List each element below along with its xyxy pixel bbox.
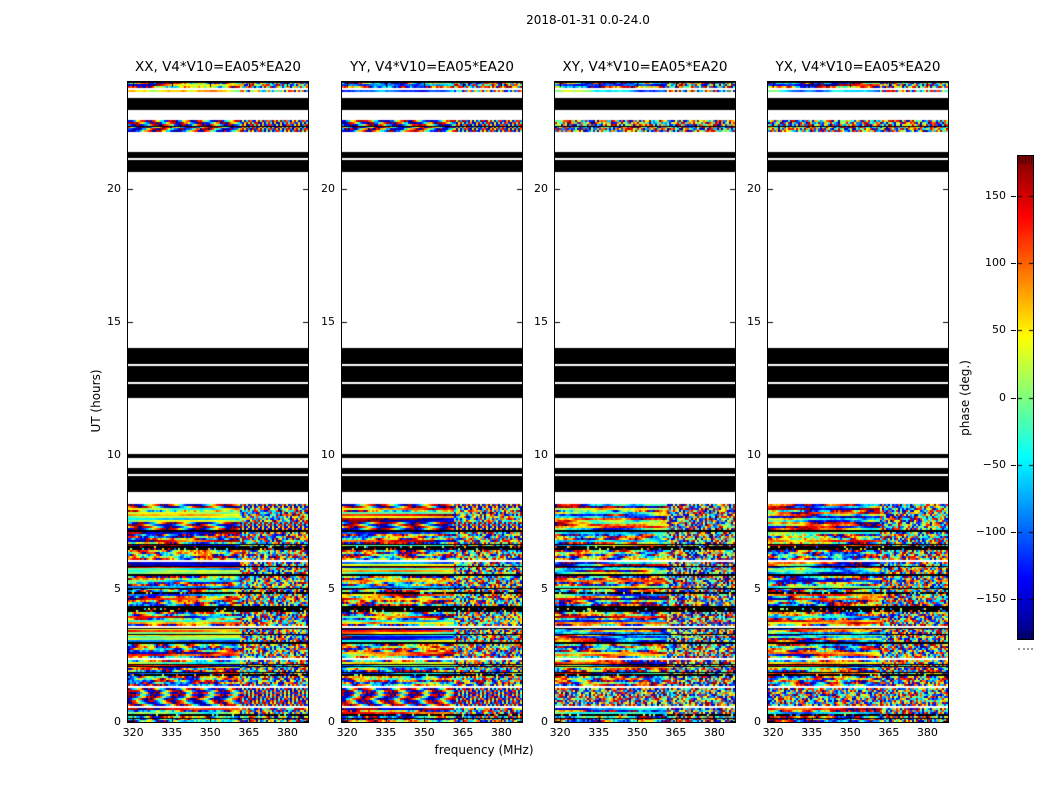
y-tick-label: 15 <box>107 315 121 328</box>
panel-xx <box>127 81 309 723</box>
y-tick-label: 5 <box>114 581 121 595</box>
x-tick-label: 320 <box>336 726 358 739</box>
x-tick-label: 380 <box>703 726 725 739</box>
y-tick-label: 5 <box>754 581 761 595</box>
x-tick-label: 365 <box>238 726 260 739</box>
panel-title-xx: XX, V4*V10=EA05*EA20 <box>134 59 301 75</box>
colorbar-tick-label: 50 <box>992 323 1006 337</box>
colorbar-tick-label: 100 <box>985 256 1006 270</box>
colorbar-tick-mark <box>1011 330 1016 331</box>
colorbar-tick-mark <box>1011 465 1016 466</box>
x-tick-label: 365 <box>878 726 900 739</box>
x-tick-label: 335 <box>801 726 823 739</box>
y-axis-label: UT (hours) <box>89 369 103 433</box>
x-tick-label: 335 <box>375 726 397 739</box>
y-tick-label: 10 <box>534 448 548 462</box>
colorbar-tick-mark <box>1011 398 1016 399</box>
y-tick-label: 20 <box>321 181 335 195</box>
colorbar-tick-mark <box>1011 532 1016 533</box>
colorbar-tick-mark <box>1011 263 1016 264</box>
x-tick-label: 365 <box>665 726 687 739</box>
x-tick-label: 365 <box>452 726 474 739</box>
panel-title-yx: YX, V4*V10=EA05*EA20 <box>775 59 941 75</box>
x-tick-label: 335 <box>588 726 610 739</box>
y-tick-label: 0 <box>328 715 335 728</box>
y-tick-label: 0 <box>754 715 761 728</box>
panel-yx <box>767 81 949 723</box>
y-tick-label: 20 <box>534 181 548 195</box>
waterfall-canvas-yy <box>342 82 522 722</box>
y-tick-label: 15 <box>534 315 548 328</box>
panel-title-yy: YY, V4*V10=EA05*EA20 <box>349 59 514 75</box>
colorbar-tick-label: 0 <box>999 390 1006 404</box>
y-tick-label: 10 <box>107 448 121 462</box>
panel-xy <box>554 81 736 723</box>
y-tick-label: 5 <box>328 581 335 595</box>
x-tick-label: 320 <box>762 726 784 739</box>
x-tick-label: 350 <box>626 726 648 739</box>
colorbar-gradient <box>1018 156 1033 639</box>
y-tick-label: 10 <box>321 448 335 462</box>
x-tick-label: 380 <box>490 726 512 739</box>
colorbar-tick-mark <box>1011 599 1016 600</box>
y-tick-label: 10 <box>747 448 761 462</box>
x-tick-label: 350 <box>199 726 221 739</box>
y-tick-label: 15 <box>747 315 761 328</box>
x-tick-label: 380 <box>276 726 298 739</box>
y-tick-label: 20 <box>107 181 121 195</box>
colorbar-tick-label: 150 <box>985 189 1006 203</box>
x-tick-label: 350 <box>839 726 861 739</box>
colorbar-tick-label: −150 <box>975 591 1006 605</box>
y-tick-label: 20 <box>747 181 761 195</box>
panel-title-xy: XY, V4*V10=EA05*EA20 <box>562 59 728 75</box>
x-tick-label: 320 <box>549 726 571 739</box>
y-tick-label: 0 <box>541 715 548 728</box>
figure-title: 2018-01-31 0.0-24.0 <box>526 13 650 27</box>
y-tick-label: 5 <box>541 581 548 595</box>
colorbar-label: phase (deg.) <box>958 360 972 436</box>
panel-yy <box>341 81 523 723</box>
x-tick-label: 380 <box>916 726 938 739</box>
x-tick-label: 320 <box>122 726 144 739</box>
x-tick-label: 350 <box>413 726 435 739</box>
colorbar-underflow-dots <box>1018 648 1033 650</box>
waterfall-canvas-xx <box>128 82 308 722</box>
y-tick-label: 15 <box>321 315 335 328</box>
waterfall-canvas-xy <box>555 82 735 722</box>
y-tick-label: 0 <box>114 715 121 728</box>
waterfall-canvas-yx <box>768 82 948 722</box>
colorbar-tick-label: −50 <box>982 457 1006 471</box>
colorbar-tick-mark <box>1011 196 1016 197</box>
x-axis-label: frequency (MHz) <box>434 743 534 757</box>
colorbar-tick-label: −100 <box>975 524 1006 538</box>
x-tick-label: 335 <box>161 726 183 739</box>
colorbar <box>1017 155 1034 640</box>
